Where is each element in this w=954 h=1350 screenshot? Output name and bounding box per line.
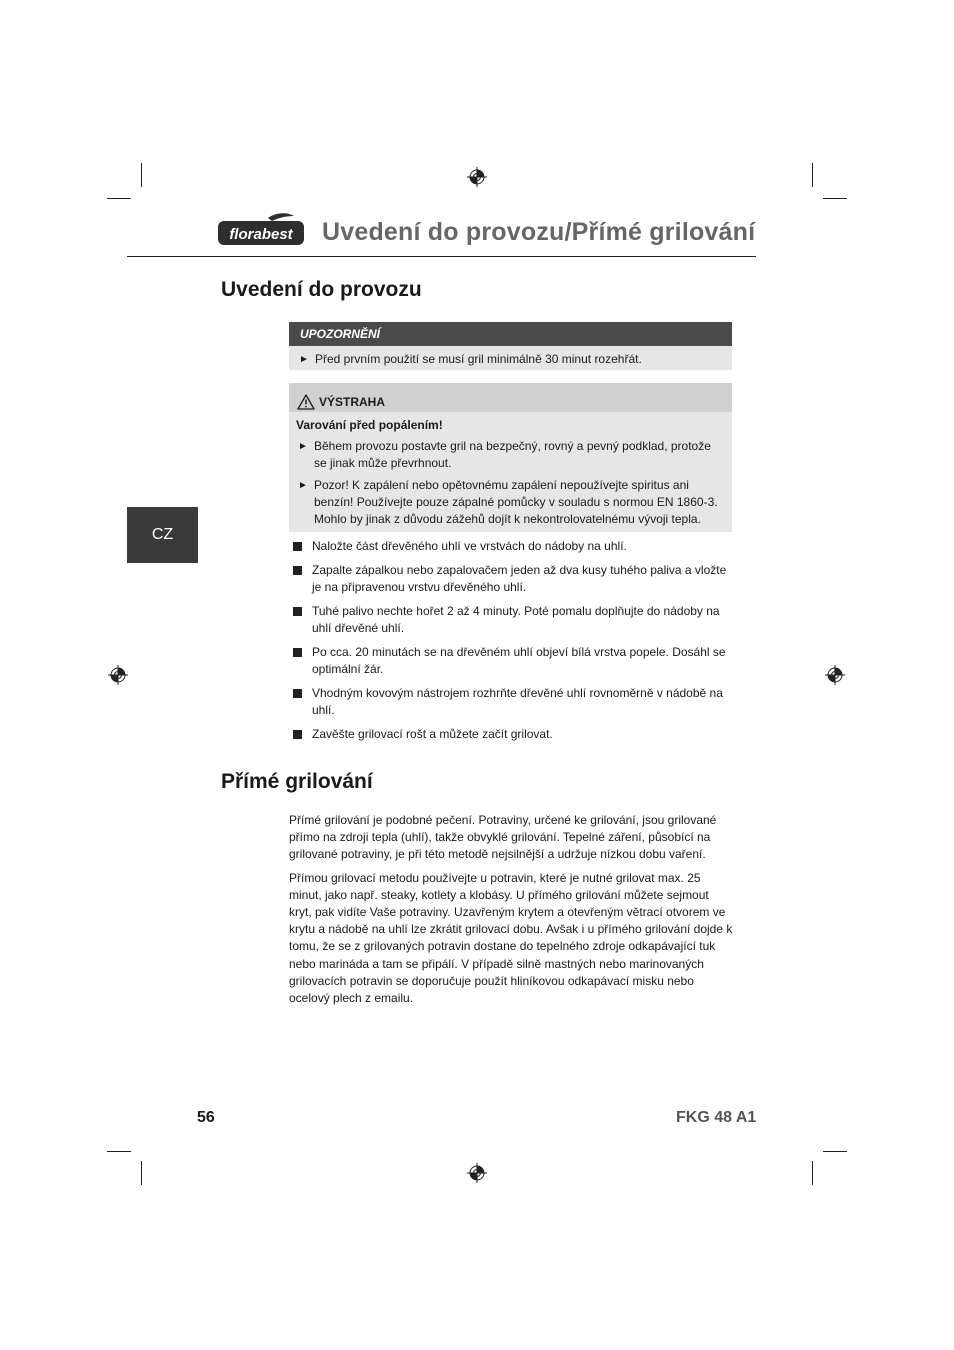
warning-body — [289, 412, 732, 532]
list-item-text: Tuhé palivo nechte hořet 2 až 4 minuty. Poté pomalu doplňujte do nádoby na uhlí dřevěné uhlí. — [312, 604, 720, 635]
crop-mark — [141, 163, 142, 187]
square-bullet-icon — [293, 542, 302, 551]
steps-list — [292, 538, 732, 750]
warning-item — [296, 477, 722, 528]
notice-header: UPOZORNĚNÍ — [289, 322, 732, 346]
logo-text: florabest — [229, 226, 293, 243]
square-bullet-icon — [293, 566, 302, 575]
notice-body — [289, 346, 732, 370]
arrow-bullet-icon: ► — [299, 354, 309, 365]
list-item-text: Naložte část dřevěného uhlí ve vrstvách do nádoby na uhlí. — [312, 539, 627, 553]
language-tab: CZ — [127, 507, 198, 563]
square-bullet-icon — [293, 689, 302, 698]
list-item — [292, 685, 732, 719]
arrow-bullet-icon: ► — [298, 441, 308, 452]
warning-triangle-icon — [297, 394, 315, 410]
paragraph: Přímou grilovací metodu používejte u potravin, které je nutné grilovat max. 25 minut, jako např. steaky, kotlety a klobásy. U přímého grilování můžete sejmout kryt, pak vidíte Vaše potraviny. Uzavřeným krytem a otevřeným větrací otvorem ve krytu a nádobě na uhlí lze zkrátit grilovací dobu. Avšak i u přímého grilování dojde k tomu, že se z grilovaných potravin dostane do tepelného zdroje odkapávající tuk nebo marináda a tam se připálí. V případě silně mastných nebo marinovaných grilovacích potravin se doporučuje použít hliníkovou odkapávací misku nebo ocelový plech z emailu. — [289, 870, 733, 1006]
florabest-logo — [218, 212, 304, 246]
header-rule — [127, 256, 756, 257]
list-item — [292, 644, 732, 678]
list-item — [292, 726, 732, 743]
list-item-text: Po cca. 20 minutách se na dřevěném uhlí objeví bílá vrstva popele. Dosáhl se optimální žár. — [312, 645, 726, 676]
list-item — [292, 538, 732, 555]
warning-label: VÝSTRAHA — [319, 394, 386, 409]
warning-item-text: Během provozu postavte gril na bezpečný, rovný a pevný podklad, protože se jinak může převrhnout. — [314, 439, 711, 470]
crop-mark — [812, 1161, 813, 1185]
warning-item — [296, 438, 722, 472]
crop-mark — [107, 1151, 131, 1152]
crop-mark — [812, 163, 813, 187]
warning-item-text: Pozor! K zapálení nebo opětovnému zapálení nepoužívejte spiritus ani benzín! Používejte pouze zápalné pomůcky v souladu s normou EN 1860-3. Mohlo by jinak z důvodu zážehů dojít k nekontrolovatelnému vývoji tepla. — [314, 478, 718, 526]
square-bullet-icon — [293, 730, 302, 739]
registration-mark-icon — [108, 665, 128, 685]
section-heading: Přímé grilování — [221, 770, 373, 793]
paragraph: Přímé grilování je podobné pečení. Potraviny, určené ke grilování, jsou grilované přímo na zdroji tepla (uhlí), takže obvyklé grilování. Tepelné záření, působící na grilované potraviny, je při této metodě nejsilnější a udržuje nízkou dobu vaření. — [289, 813, 717, 862]
section-heading: Uvedení do provozu — [221, 278, 422, 301]
square-bullet-icon — [293, 607, 302, 616]
list-item-text: Zavěšte grilovací rošt a můžete začít grilovat. — [312, 727, 553, 741]
crop-mark — [141, 1161, 142, 1185]
warning-subheading: Varování před popálením! — [296, 418, 443, 432]
registration-mark-icon — [825, 665, 845, 685]
registration-mark-icon — [467, 167, 487, 187]
crop-mark — [823, 1151, 847, 1152]
warning-header — [289, 383, 732, 412]
crop-mark — [823, 198, 847, 199]
page-number: 56 — [197, 1109, 215, 1126]
list-item — [292, 603, 732, 637]
square-bullet-icon — [293, 648, 302, 657]
list-item — [292, 562, 732, 596]
body-text — [289, 812, 734, 1013]
page-title: Uvedení do provozu/Přímé grilování — [322, 218, 756, 246]
list-item-text: Vhodným kovovým nástrojem rozhrňte dřevěné uhlí rovnoměrně v nádobě na uhlí. — [312, 686, 723, 717]
notice-item-text: Před prvním použití se musí gril minimálně 30 minut rozehřát. — [315, 352, 642, 366]
list-item-text: Zapalte zápalkou nebo zapalovačem jeden až dva kusy tuhého paliva a vložte je na připravenou vrstvu dřevěného uhlí. — [312, 563, 727, 594]
notice-item — [297, 351, 732, 368]
registration-mark-icon — [467, 1163, 487, 1183]
model-number: FKG 48 A1 — [676, 1109, 757, 1126]
arrow-bullet-icon: ► — [298, 480, 308, 491]
crop-mark — [107, 198, 131, 199]
